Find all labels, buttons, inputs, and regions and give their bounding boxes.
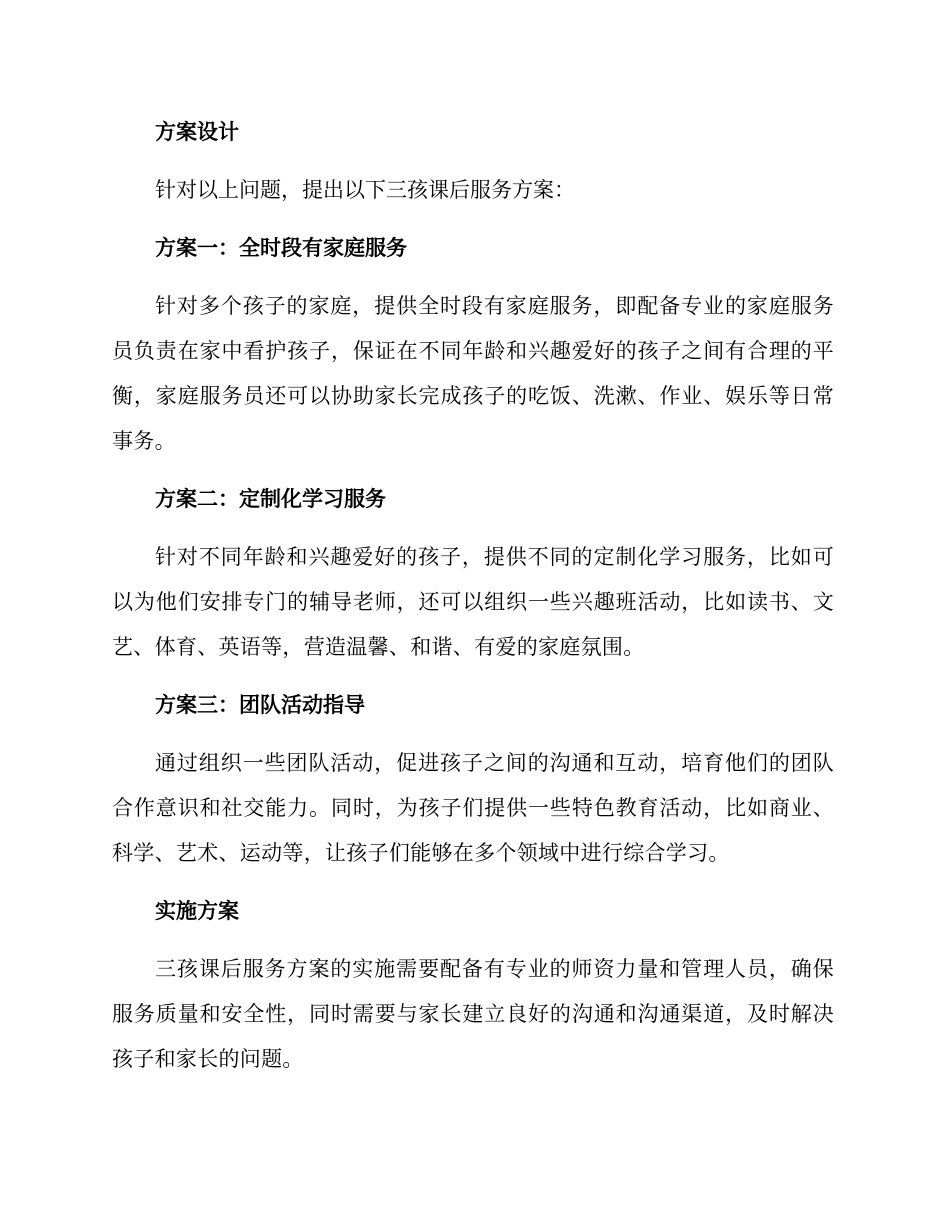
intro-text: 针对以上问题，提出以下三孩课后服务方案：	[155, 178, 575, 202]
plan-1-body: 针对多个孩子的家庭，提供全时段有家庭服务，即配备专业的家庭服务员负责在家中看护孩子，保证在不同年龄和兴趣爱好的孩子之间有合理的平衡，家庭服务员还可以协助家长完成孩子的吃饭、洗漱、作业、娱乐等日常事务。	[112, 294, 834, 453]
plan-2-body: 针对不同年龄和兴趣爱好的孩子，提供不同的定制化学习服务，比如可以为他们安排专门的辅导老师，还可以组织一些兴趣班活动，比如读书、文艺、体育、英语等，营造温馨、和谐、有爱的家庭氛围。	[112, 545, 834, 659]
plan-1-title: 方案一：全时段有家庭服务	[155, 236, 407, 260]
plan-3-title: 方案三：团队活动指导	[155, 693, 365, 717]
plan-2-title: 方案二：定制化学习服务	[155, 487, 386, 511]
section-title: 方案设计	[155, 120, 239, 144]
document-page	[112, 110, 834, 1095]
implementation-body: 三孩课后服务方案的实施需要配备有专业的师资力量和管理人员，确保服务质量和安全性，同时需要与家长建立良好的沟通和沟通渠道，及时解决孩子和家长的问题。	[112, 957, 834, 1071]
implementation-title: 实施方案	[155, 899, 239, 923]
plan-3-body: 通过组织一些团队活动，促进孩子之间的沟通和互动，培育他们的团队合作意识和社交能力。同时，为孩子们提供一些特色教育活动，比如商业、科学、艺术、运动等，让孩子们能够在多个领域中进行综合学习。	[112, 751, 834, 865]
